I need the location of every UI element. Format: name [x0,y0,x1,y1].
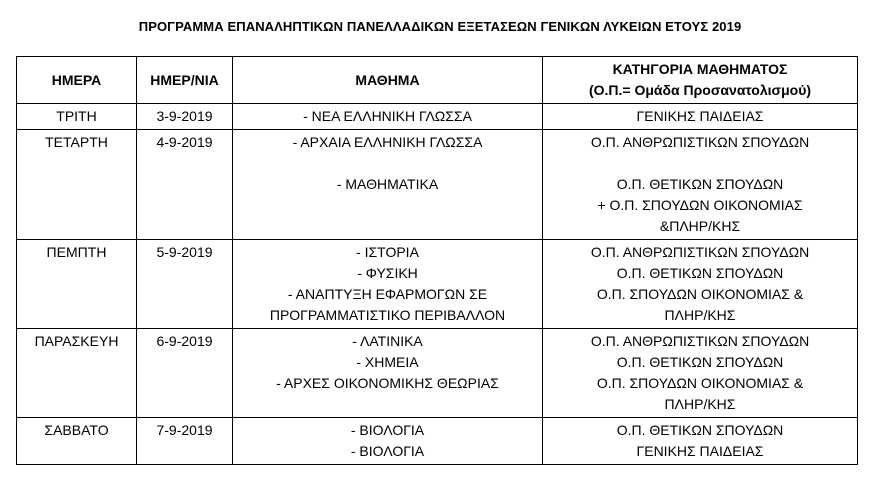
subject-line: - ΜΑΘΗΜΑΤΙΚΑ [336,176,439,192]
cell-date: 4-9-2019 [137,130,233,240]
category-line: Ο.Π. ΣΠΟΥΔΩΝ ΟΙΚΟΝΟΜΙΑΣ & [596,286,804,302]
category-line: Ο.Π. ΘΕΤΙΚΩΝ ΣΠΟΥΔΩΝ [616,265,784,281]
cell-subject [233,104,543,130]
subject-line: - ΦΥΣΙΚΗ [357,265,418,281]
document-title: ΠΡΟΓΡΑΜΜΑ ΕΠΑΝΑΛΗΠΤΙΚΩΝ ΠΑΝΕΛΛΑΔΙΚΩΝ ΕΞΕΤΑΣΕΩΝ ΓΕΝΙΚΩΝ ΛΥΚΕΙΩΝ ΕΤΟΥΣ 2019 [138,19,742,34]
subject-line: - ΒΙΟΛΟΓΙΑ [350,422,425,438]
table-row [17,240,858,329]
cell-subject [233,240,543,329]
subject-line: - ΒΙΟΛΟΓΙΑ [350,443,425,459]
blank-line [545,153,855,174]
cell-date: 6-9-2019 [137,329,233,418]
table-row [17,130,858,240]
category-line: Ο.Π. ΘΕΤΙΚΩΝ ΣΠΟΥΔΩΝ [616,176,784,192]
category-line: Ο.Π. ΑΝΘΡΩΠΙΣΤΙΚΩΝ ΣΠΟΥΔΩΝ [590,244,810,260]
cell-category [543,240,858,329]
cell-category [543,104,858,130]
header-date: ΗΜΕΡ/ΝΙΑ [137,57,233,104]
subject-line: - ΑΝΑΠΤΥΞΗ ΕΦΑΡΜΟΓΩΝ ΣΕ [287,286,488,302]
cell-day: ΠΕΜΠΤΗ [17,240,137,329]
category-line: Ο.Π. ΑΝΘΡΩΠΙΣΤΙΚΩΝ ΣΠΟΥΔΩΝ [590,333,810,349]
cell-date: 3-9-2019 [137,104,233,130]
category-line: ΓΕΝΙΚΗΣ ΠΑΙΔΕΙΑΣ [636,108,764,124]
subject-line: - ΛΑΤΙΝΙΚΑ [352,333,423,349]
category-line: Ο.Π. ΘΕΤΙΚΩΝ ΣΠΟΥΔΩΝ [616,354,784,370]
cell-day: ΤΕΤΑΡΤΗ [17,130,137,240]
table-body [17,104,858,465]
cell-day: ΠΑΡΑΣΚΕΥΗ [17,329,137,418]
subject-line: - ΑΡΧΕΣ ΟΙΚΟΝΟΜΙΚΗΣ ΘΕΩΡΙΑΣ [276,375,499,391]
cell-category [543,418,858,465]
cell-subject [233,329,543,418]
category-line: &ΠΛΗΡ/ΚΗΣ [659,218,741,234]
category-line: Ο.Π. ΑΝΘΡΩΠΙΣΤΙΚΩΝ ΣΠΟΥΔΩΝ [590,134,810,150]
category-line: Ο.Π. ΣΠΟΥΔΩΝ ΟΙΚΟΝΟΜΙΑΣ & [596,375,804,391]
subject-line: ΠΡΟΓΡΑΜΜΑΤΙΣΤΙΚΟ ΠΕΡΙΒΑΛΛΟΝ [269,307,506,323]
category-line: Ο.Π. ΘΕΤΙΚΩΝ ΣΠΟΥΔΩΝ [616,422,784,438]
cell-category [543,329,858,418]
header-day: ΗΜΕΡΑ [17,57,137,104]
header-category [543,57,858,104]
category-line: ΠΛΗΡ/ΚΗΣ [664,307,736,323]
category-line: + Ο.Π. ΣΠΟΥΔΩΝ ΟΙΚΟΝΟΜΙΑΣ [597,197,803,213]
table-row [17,104,858,130]
subject-line: - ΝΕΑ ΕΛΛΗΝΙΚΗ ΓΛΩΣΣΑ [303,108,472,124]
header-category-title: ΚΑΤΗΓΟΡΙΑ ΜΑΘΗΜΑΤΟΣ [612,61,788,77]
cell-subject [233,130,543,240]
header-subject: ΜΑΘΗΜΑ [233,57,543,104]
cell-date: 7-9-2019 [137,418,233,465]
table-row [17,418,858,465]
table-row [17,329,858,418]
cell-date: 5-9-2019 [137,240,233,329]
cell-category [543,130,858,240]
header-category-note: (Ο.Π.= Ομάδα Προσανατολισμού) [588,82,812,98]
exam-schedule-table [16,56,858,465]
table-header-row [17,57,858,104]
subject-line: - ΙΣΤΟΡΙΑ [356,244,419,260]
blank-line [235,153,540,174]
cell-day: ΣΑΒΒΑΤΟ [17,418,137,465]
subject-line: - ΧΗΜΕΙΑ [356,354,419,370]
subject-line: - ΑΡΧΑΙΑ ΕΛΛΗΝΙΚΗ ΓΛΩΣΣΑ [292,134,483,150]
cell-day: ΤΡΙΤΗ [17,104,137,130]
cell-subject [233,418,543,465]
category-line: ΓΕΝΙΚΗΣ ΠΑΙΔΕΙΑΣ [636,443,764,459]
category-line: ΠΛΗΡ/ΚΗΣ [664,396,736,412]
